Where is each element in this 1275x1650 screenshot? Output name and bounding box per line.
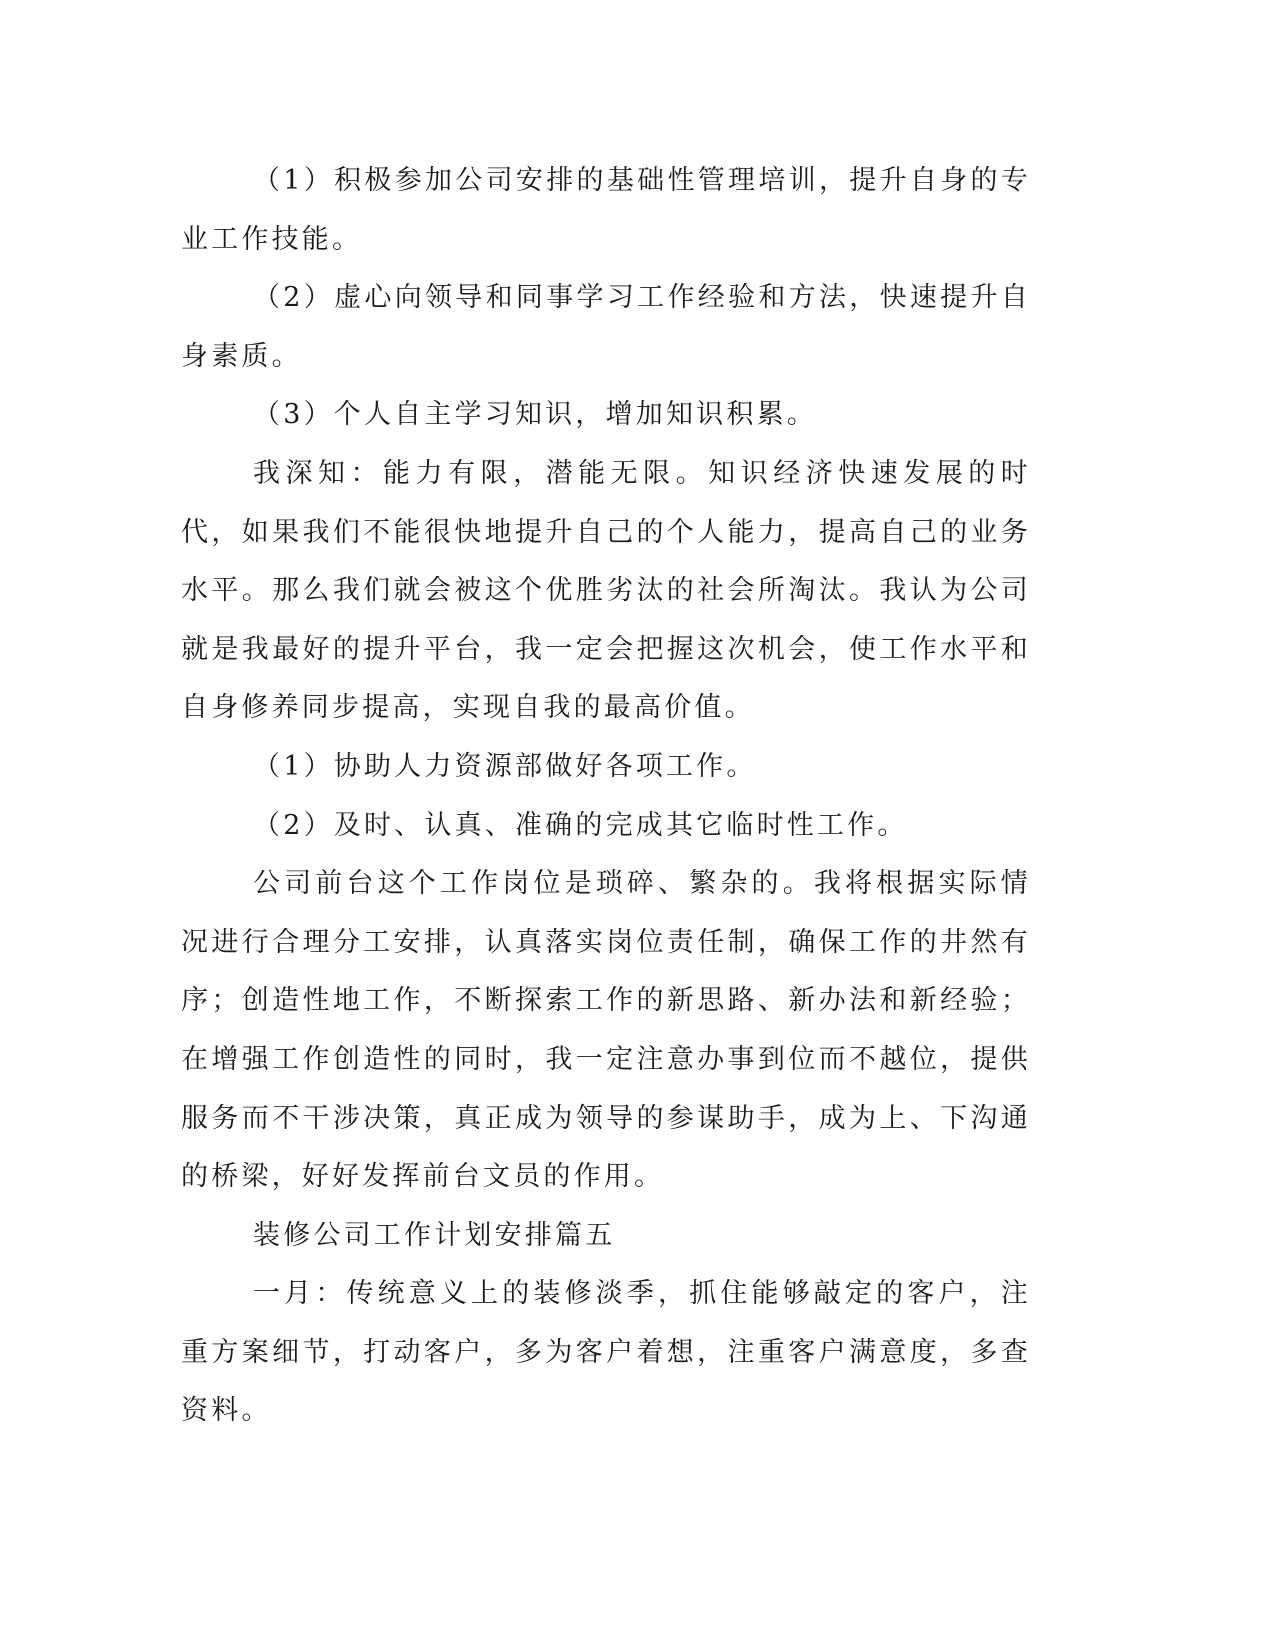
- paragraph-training: （1）积极参加公司安排的基础性管理培训，提升自身的专业工作技能。: [181, 165, 1031, 255]
- paragraph-learning: （2）虚心向领导和同事学习工作经验和方法，快速提升自身素质。: [181, 282, 1031, 372]
- paragraph-assist-hr: （1）协助人力资源部做好各项工作。: [253, 750, 757, 782]
- paragraph-january: 一月：传统意义上的装修淡季，抓住能够敲定的客户，注重方案细节，打动客户，多为客户着想，注重客户满意度，多查资料。: [181, 1278, 1031, 1427]
- paragraph-ability: 我深知：能力有限，潜能无限。知识经济快速发展的时代，如果我们不能很快地提升自己的个人能力，提高自己的业务水平。那么我们就会被这个优胜劣汰的社会所淘汰。我认为公司就是我最好的提升平台，我一定会把握这次机会，使工作水平和自身修养同步提高，实现自我的最高价值。: [181, 457, 1031, 724]
- section-heading: 装修公司工作计划安排篇五: [253, 1219, 616, 1251]
- paragraph-self-study: （3）个人自主学习知识，增加知识积累。: [253, 399, 817, 431]
- paragraph-reception-role: 公司前台这个工作岗位是琐碎、繁杂的。我将根据实际情况进行合理分工安排，认真落实岗位责任制，确保工作的井然有序；创造性地工作，不断探索工作的新思路、新办法和新经验；在增强工作创造性的同时，我一定注意办事到位而不越位，提供服务而不干涉决策，真正成为领导的参谋助手，成为上、下沟通的桥梁，好好发挥前台文员的作用。: [181, 868, 1031, 1193]
- paragraph-temporary-work: （2）及时、认真、准确的完成其它临时性工作。: [253, 809, 908, 841]
- document-body: [181, 152, 1031, 1441]
